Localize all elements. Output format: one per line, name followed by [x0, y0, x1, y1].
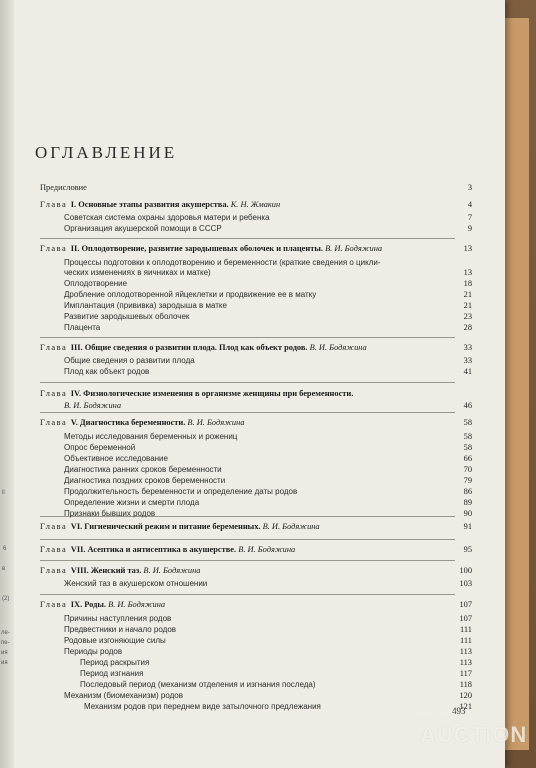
section-divider — [40, 238, 455, 239]
toc-page-number: 120 — [459, 691, 472, 700]
chapter-title: VII. Асептика и антисептика в акушерстве. — [70, 545, 239, 554]
toc-entry: Организация акушерской помощи в СССР — [64, 224, 222, 233]
toc-chapter — [40, 244, 382, 254]
toc-entry: Предвестники и начало родов — [64, 625, 177, 634]
toc-page-number: 58 — [463, 432, 472, 441]
chapter-title: I. Основные этапы развития акушерства. — [70, 200, 231, 209]
chapter-title: III. Общие сведения о развитии плода. Плод как объект родов. — [70, 343, 310, 352]
watermark-logo: AUCTION — [420, 722, 528, 747]
chapter-title: IX. Роды. — [70, 600, 109, 609]
toc-entry: Развитие зародышевых оболочек — [64, 312, 190, 321]
toc-page-number: 90 — [463, 509, 472, 518]
margin-mark: 6 — [3, 546, 7, 552]
toc-chapter — [40, 545, 295, 555]
toc-chapter — [40, 418, 244, 428]
toc-page-number: 113 — [459, 647, 472, 656]
chapter-word: Глава — [40, 343, 71, 352]
margin-mark: ия — [1, 650, 8, 656]
toc-page-number: 9 — [467, 224, 472, 233]
chapter-word: Глава — [40, 200, 71, 209]
chapter-word: Глава — [40, 600, 71, 609]
margin-mark: (2) — [2, 596, 10, 602]
toc-entry: Дробление оплодотворенной яйцеклетки и продвижение ее в матку — [64, 290, 317, 299]
chapter-author: В. И. Бодяжина — [64, 401, 122, 410]
margin-mark: ия — [1, 660, 8, 666]
toc-entry — [64, 401, 121, 411]
toc-entry: Определение жизни и смерти плода — [64, 498, 200, 507]
toc-page-number: 100 — [459, 566, 472, 575]
chapter-word: Глава — [40, 545, 71, 554]
toc-page-number: 4 — [467, 200, 472, 209]
margin-mark: пе- — [1, 640, 10, 646]
section-divider — [40, 594, 455, 595]
section-divider — [40, 539, 455, 540]
toc-page-number: 103 — [459, 579, 472, 588]
chapter-word: Глава — [40, 389, 71, 398]
toc-entry: Женский таз в акушерском отношении — [64, 579, 208, 588]
toc-chapter — [40, 343, 367, 353]
chapter-author: В. И. Бодяжина — [187, 418, 245, 427]
toc-entry: Родовые изгоняющие силы — [64, 636, 166, 645]
toc-entry: Процессы подготовки к оплодотворению и беременности (краткие сведения о цикли- — [64, 258, 381, 267]
toc-entry: Плацента — [64, 323, 101, 332]
toc-page-number: 58 — [463, 418, 472, 427]
chapter-author: В. И. Бодяжина — [108, 600, 166, 609]
chapter-word: Глава — [40, 566, 71, 575]
chapter-title: IV. Физиологические изменения в организме женщины при беременности. — [70, 389, 354, 398]
toc-entry: Диагностика ранних сроков беременности — [64, 465, 222, 474]
toc-page-number: 89 — [463, 498, 472, 507]
margin-mark: ле- — [1, 630, 10, 636]
chapter-word: Глава — [40, 244, 71, 253]
toc-page-number: 58 — [463, 443, 472, 452]
toc-page-number: 33 — [463, 343, 472, 352]
margin-mark: в — [2, 566, 6, 572]
toc-page-number: 111 — [460, 625, 472, 634]
toc-entry: Признаки бывших родов — [64, 509, 156, 518]
toc-page-number: 66 — [463, 454, 472, 463]
chapter-author: В. И. Бодяжина — [238, 545, 296, 554]
toc-entry: Общие сведения о развитии плода — [64, 356, 195, 365]
toc-chapter — [40, 566, 200, 576]
toc-page-number: 121 — [459, 702, 472, 711]
toc-chapter — [40, 389, 353, 399]
toc-entry: Оплодотворение — [64, 279, 128, 288]
chapter-author: В. И. Бодяжина — [262, 522, 320, 531]
section-divider — [40, 560, 455, 561]
section-divider — [40, 412, 455, 413]
toc-entry: Предисловие — [40, 183, 87, 192]
toc-page-number: 118 — [459, 680, 472, 689]
section-divider — [40, 382, 455, 383]
toc-page-number: 23 — [463, 312, 472, 321]
chapter-title: II. Оплодотворение, развитие зародышевых оболочек и плаценты. — [70, 244, 326, 253]
toc-entry: Советская система охраны здоровья матери и ребенка — [64, 213, 270, 222]
toc-page-number: 28 — [463, 323, 472, 332]
toc-page-number: 95 — [463, 545, 472, 554]
toc-entry: Объективное исследование — [64, 454, 168, 463]
chapter-title: V. Диагностика беременности. — [70, 418, 188, 427]
toc-chapter — [40, 522, 320, 532]
toc-page-number: 41 — [463, 367, 472, 376]
toc-page-number: 3 — [467, 183, 472, 192]
toc-chapter — [40, 200, 280, 210]
toc-entry: Период раскрытия — [80, 658, 150, 667]
toc-page-number: 79 — [463, 476, 472, 485]
toc-page-number: 117 — [459, 669, 472, 678]
page-title: ОГЛАВЛЕНИЕ — [35, 143, 178, 162]
section-divider — [40, 337, 455, 338]
toc-page-number: 7 — [467, 213, 472, 222]
toc-entry: Механизм родов при переднем виде затылочного предлежания — [84, 702, 321, 711]
toc-page-number: 13 — [463, 244, 472, 253]
watermark-seller: Seller: zhed — [418, 710, 455, 717]
toc-entry: Продолжительность беременности и определение даты родов — [64, 487, 298, 496]
toc-page-number: 107 — [459, 600, 472, 609]
page-number: 493 — [452, 706, 466, 716]
chapter-author: В. И. Бодяжина — [143, 566, 201, 575]
toc-entry: Периоды родов — [64, 647, 123, 656]
chapter-title: VIII. Женский таз. — [70, 566, 144, 575]
toc-page-number: 91 — [463, 522, 472, 531]
toc-page-number: 33 — [463, 356, 472, 365]
toc-page-number: 18 — [463, 279, 472, 288]
toc-entry: Механизм (биомеханизм) родов — [64, 691, 183, 700]
toc-entry: Последовый период (механизм отделения и изгнания последа) — [80, 680, 316, 689]
toc-entry: ческих изменениях в яичниках и матке) — [64, 268, 211, 277]
toc-page-number: 107 — [459, 614, 472, 623]
toc-entry: Имплантация (прививка) зародыша в матке — [64, 301, 227, 310]
chapter-author: К. Н. Жмакин — [230, 200, 281, 209]
toc-page-number: 70 — [463, 465, 472, 474]
toc-entry: Диагностика поздних сроков беременности — [64, 476, 226, 485]
chapter-word: Глава — [40, 418, 71, 427]
toc-entry: Период изгнания — [80, 669, 144, 678]
toc-page-number: 46 — [463, 401, 472, 410]
toc-page-number: 13 — [463, 268, 472, 277]
toc-entry: Методы исследования беременных и рожениц — [64, 432, 238, 441]
margin-mark: ll — [2, 490, 5, 496]
toc-page-number: 21 — [463, 301, 472, 310]
toc-chapter — [40, 600, 165, 610]
toc-entry: Причины наступления родов — [64, 614, 172, 623]
chapter-word: Глава — [40, 522, 71, 531]
chapter-title: VI. Гигиенический режим и питание беременных. — [70, 522, 263, 531]
toc-page-number: 111 — [460, 636, 472, 645]
toc-entry: Плод как объект родов — [64, 367, 150, 376]
toc-entry: Опрос беременной — [64, 443, 136, 452]
toc-page-number: 113 — [459, 658, 472, 667]
chapter-author: В. И. Бодяжина — [309, 343, 367, 352]
toc-page-number: 21 — [463, 290, 472, 299]
chapter-author: В. И. Бодяжина — [325, 244, 383, 253]
toc-page-number: 86 — [463, 487, 472, 496]
